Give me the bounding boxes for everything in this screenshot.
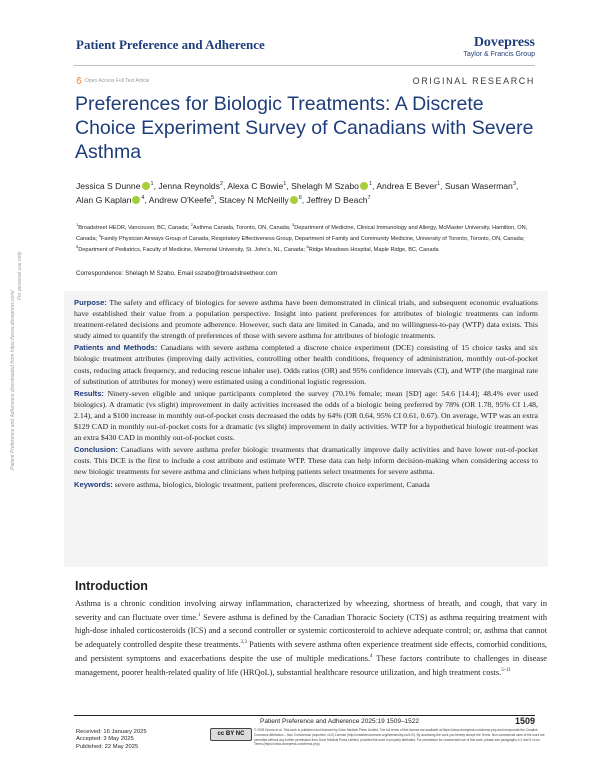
orcid-icon[interactable]: [290, 196, 298, 204]
abstract-paragraph: [74, 388, 538, 443]
introduction-text: [75, 598, 547, 680]
license-text: © 2025 Dunne et al. This work is published and licensed by Dove Medical Press Limited. The full terms of this license are available at https://www.dovepress.com/terms.php and incorporate the Creative Commons Attribution – Non Commercial (unported, v4.0) License (http://creativecommons.org/licenses/by-nc/4.0/). By accessing the work you hereby accept the Terms. Non-commercial uses of the work are permitted without any further permission from Dove Medical Press Limited, provided the work is properly attributed. For permission for commercial use of this work, please see paragraphs 4.2 and 5 of our Terms (https://www.dovepress.com/terms.php).: [254, 728, 545, 747]
open-access-icon: [76, 77, 82, 84]
author-list: Jessica S Dunne $^1$, Jenna Reynolds$^2$, Alexa C Bowie$^1$, Shelagh M Szabo $^1$, Andrea E Bever$^1$, Susan Waserman$^3$, Alan G Kaplan $^4$, Andrew O'Keefe$^5$, Stacey N McNeilly $^6$, Jeffrey D Beach$^7$: [76, 181, 519, 205]
abstract: [74, 297, 538, 491]
author-name-text: Shelagh M Szabo: [291, 181, 359, 191]
page-number: 1509: [514, 716, 535, 726]
author-affiliation-number: 3: [512, 181, 516, 188]
introduction-sentence: Patients with severe asthma often experience treatment side effects, comorbid conditions, and persistent symptoms and exacerbations despite the use of multiple medications.: [75, 639, 547, 663]
author-affiliation-number: 1: [283, 181, 287, 188]
author-name: [158, 181, 223, 191]
author-affiliation-number: 4: [141, 194, 145, 201]
header-rule: [74, 65, 535, 66]
date-accepted: Accepted: 3 May 2025: [76, 736, 134, 743]
cc-license-badge[interactable]: cc BY NC: [210, 728, 252, 741]
open-access-text: Open Access Full Text Article: [85, 77, 150, 84]
publisher-subtitle: Taylor & Francis Group: [463, 51, 535, 58]
date-received: Received: 16 January 2025: [76, 729, 147, 735]
author-affiliation-number: 2: [219, 181, 224, 188]
author-name-text: Susan Waserman: [444, 181, 513, 191]
affiliation-text: Department of Pediatrics, Faculty of Medicine, Memorial University, St. John's, NL, Canada;: [78, 247, 307, 254]
affiliation-text: Asthma Canada, Toronto, ON, Canada;: [192, 224, 293, 231]
introduction-heading: Introduction: [75, 579, 148, 593]
author-name-text: Alexa C Bowie: [227, 181, 284, 191]
orcid-icon[interactable]: [142, 182, 150, 190]
affiliation-text: Department of Medicine, Clinical Immunology and Allergy, McMaster University, Hamilton, ON, Canada;: [76, 224, 528, 243]
affiliation-number: 5: [76, 244, 79, 250]
author-affiliation-number: 6: [298, 194, 302, 201]
abstract-section-label: Keywords:: [74, 479, 113, 489]
abstract-section-label: Conclusion:: [74, 445, 118, 455]
author-name-text: Alan G Kaplan: [76, 194, 132, 205]
affiliation-number: 6: [306, 244, 309, 250]
publisher-name: Dovepress: [473, 35, 535, 50]
abstract-paragraph: [74, 479, 538, 490]
article-title: Preferences for Biologic Treatments: A Discrete Choice Experiment Survey of Canadians with Severe Asthma: [75, 93, 534, 163]
date-published: Published: 22 May 2025: [76, 743, 139, 750]
correspondence: Correspondence: Shelagh M Szabo, Email sszabo@broadstreetheor.com: [76, 270, 278, 277]
introduction-sentence: Asthma is a chronic condition involving airway inflammation, characterized by wheezing, shortness of breath, and cough, that vary in severity and can fluctuate over time.: [75, 599, 547, 623]
sidebar-download-notice: Patient Preference and Adherence downloaded from https://www.dovepress.com/: [10, 290, 16, 470]
author-name: [307, 195, 371, 205]
author-name: [445, 181, 516, 191]
abstract-section-text: Canadians with severe asthma prefer biologic treatments that dramatically improve daily activities and have lower out-of-pocket costs. This DCE is the first to include a cost attribute and estimate WTP. These data can help inform decision-making when considering access to new biologic treatments for severe asthma and clinicians when helping patients select treatments for severe asthma.: [74, 445, 538, 477]
affiliations: [76, 221, 542, 254]
author-name: [376, 181, 440, 191]
orcid-icon[interactable]: [360, 182, 368, 190]
author-name: [76, 195, 144, 205]
abstract-paragraph: [74, 297, 538, 341]
author-name: [227, 181, 286, 191]
citation-reference[interactable]: 2,3: [240, 639, 247, 645]
abstract-section-label: Purpose:: [74, 298, 107, 307]
abstract-paragraph: [74, 342, 538, 386]
abstract-section-text: Canadians with severe asthma completed a discrete choice experiment (DCE) consisting of 15 choice tasks and six biologic treatment attributes (improving daily activities, controlling other health conditions, frequency of administration, monthly out-of-pocket costs, reducing attack frequency, and reducing rescue inhaler use). Odds ratios (OR) and 95% confidence intervals (CI), and WTP (the marginal rate of substitution of attributes for money) were estimated using a conditional logistic regression.: [74, 343, 538, 386]
author-affiliation-number: 1: [150, 181, 154, 188]
abstract-section-text: Ninety-seven eligible and unique participants completed the survey (70.1% female; mean [SD] age: 54.6 [14.4]; 48.4% ever used biologics). A dramatic (vs slight) improvement in daily activities increased the odds of a biologic being preferred by 78% (OR 1.78, 95% CI 1.48, 2.14), and a $100 increase in monthly out-of-pocket costs decreased the odds by 64% (OR 0.64, 95% CI 0.61, 0.67). On average, WTP was an extra $129 CAD in monthly out-of-pocket costs for a dramatic (vs slight) improvement in daily activities. WTP for a hypothetical biologic treatment was an extra $430 CAD in monthly out-of-pocket costs.: [74, 388, 538, 443]
affiliation-number: 3: [292, 222, 295, 227]
citation-reference[interactable]: 4: [370, 654, 373, 660]
author-affiliation-number: 5: [211, 194, 215, 201]
publisher-logo[interactable]: [463, 35, 535, 59]
article-dates: [76, 729, 147, 751]
footer-rule: [74, 715, 535, 716]
author-name-text: Andrew O'Keefe: [148, 194, 212, 205]
abstract-section-text: The safety and efficacy of biologics for severe asthma have been demonstrated in clinical trials, and subsequent economic evaluations have established their value from a population perspective. Insight into patient preferences for attributes of biologic treatments can inform treatment-related decisions and promote adherence. However, such data are limited in Canada, and no willingness-to-pay (WTP) data exists. This study aimed to quantify the strength of preferences of those with severe asthma for attributes of biologic treatments.: [74, 298, 538, 341]
orcid-icon[interactable]: [132, 196, 140, 204]
author-name: [219, 195, 302, 205]
affiliation-number: 1: [76, 222, 79, 227]
citation-reference[interactable]: 1: [198, 613, 201, 619]
abstract-section-label: Patients and Methods:: [74, 343, 158, 353]
citation-reference[interactable]: 5–11: [501, 668, 512, 674]
author-name-text: Andrea E Bever: [376, 181, 437, 191]
article-type: ORIGINAL RESEARCH: [412, 76, 535, 86]
author-name-text: Jessica S Dunne: [76, 181, 141, 191]
introduction-sentence: These factors contribute to challenges in disease management, poorer health-related quality of life (HRQoL), substantial healthcare resource utilization, and high treatment costs.: [75, 653, 547, 678]
abstract-section-label: Results:: [74, 388, 104, 398]
author-name: [76, 181, 154, 191]
author-name-text: Jenna Reynolds: [158, 181, 220, 191]
affiliation-number: 4: [98, 233, 101, 239]
author-name: [291, 181, 372, 191]
author-name: [149, 195, 214, 205]
author-affiliation-number: 1: [368, 181, 372, 188]
affiliation-text: Family Physician Airways Group of Canada, Respiratory Effectiveness Group, Department of Family and Community Medicine, University of Toronto, Toronto, ON, Canada;: [100, 236, 525, 243]
affiliation-number: 2: [190, 222, 193, 227]
author-name-text: Jeffrey D Beach: [306, 194, 368, 205]
affiliation-text: Broadstreet HEOR, Vancouver, BC, Canada;: [78, 224, 191, 231]
affiliation-text: Ridge Meadows Hospital, Maple Ridge, BC, Canada: [308, 247, 439, 254]
open-access-label: [76, 77, 149, 84]
abstract-paragraph: [74, 444, 538, 477]
author-affiliation-number: 7: [367, 194, 371, 201]
journal-title: Patient Preference and Adherence: [76, 37, 265, 52]
author-name-text: Stacey N McNeilly: [218, 194, 289, 205]
author-affiliation-number: 1: [436, 181, 441, 188]
footer-journal-line: Patient Preference and Adherence 2025:19 1509–1522: [260, 718, 420, 725]
abstract-section-text: severe asthma, biologics, biologic treatment, patient preferences, discrete choice experiment, Canada: [112, 479, 430, 489]
sidebar-personal-use: For personal use only.: [17, 250, 23, 300]
introduction-sentence: Severe asthma is defined by the Canadian Thoracic Society (CTS) as asthma requiring treatment with high-dose inhaled corticosteroids (ICS) and a second controller or systemic corticosteroid to achieve adequate control; or, asthma that cannot be adequately controlled despite these treatments.: [75, 613, 547, 649]
